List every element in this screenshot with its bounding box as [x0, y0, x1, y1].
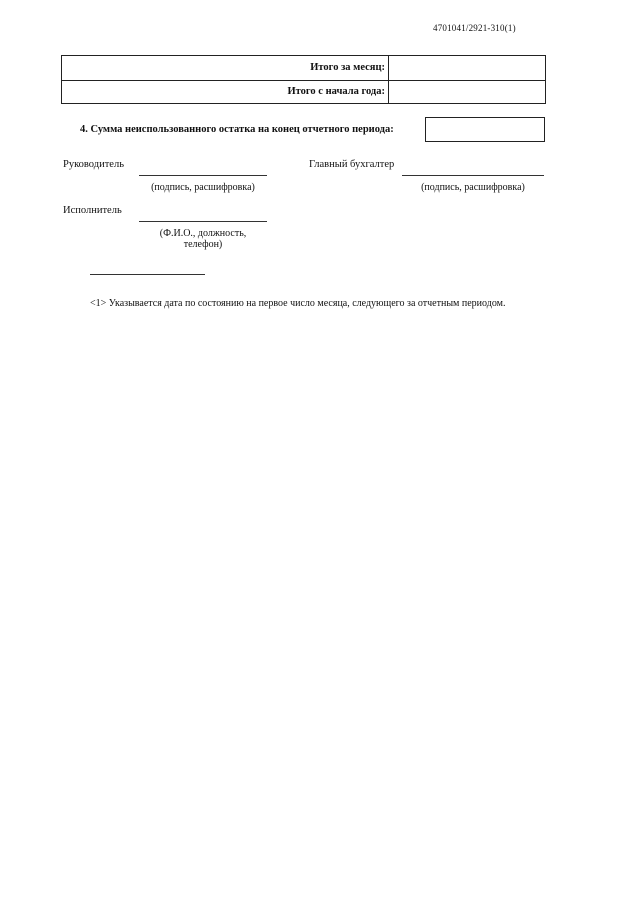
executor-caption	[139, 228, 267, 250]
totals-table	[61, 55, 546, 104]
totals-month-label: Итого за месяц:	[310, 62, 385, 73]
section4-value-box	[425, 117, 545, 142]
executor-caption-line2: телефон)	[183, 239, 223, 250]
executor-caption-line1: (Ф.И.О., должность,	[159, 228, 247, 239]
footnote-text: <1> Указывается дата по состоянию на первое число месяца, следующего за отчетным периодом.	[90, 298, 506, 309]
executor-signature-line	[139, 221, 267, 222]
head-caption: (подпись, расшифровка)	[151, 182, 255, 193]
executor-label: Исполнитель	[63, 205, 122, 216]
head-signature-line	[139, 175, 267, 176]
totals-month-value	[388, 56, 547, 80]
section4-label: 4. Сумма неиспользованного остатка на конец отчетного периода:	[80, 124, 394, 135]
head-label: Руководитель	[63, 159, 124, 170]
totals-year-label: Итого с начала года:	[287, 86, 385, 97]
totals-year-value	[388, 80, 547, 104]
totals-row-year	[62, 80, 545, 104]
accountant-signature-line	[402, 175, 544, 176]
document-number: 4701041/2921-310(1)	[433, 23, 516, 33]
footnote-separator	[90, 274, 205, 275]
accountant-caption: (подпись, расшифровка)	[421, 182, 525, 193]
accountant-label: Главный бухгалтер	[309, 159, 395, 170]
totals-row-month	[62, 56, 545, 81]
